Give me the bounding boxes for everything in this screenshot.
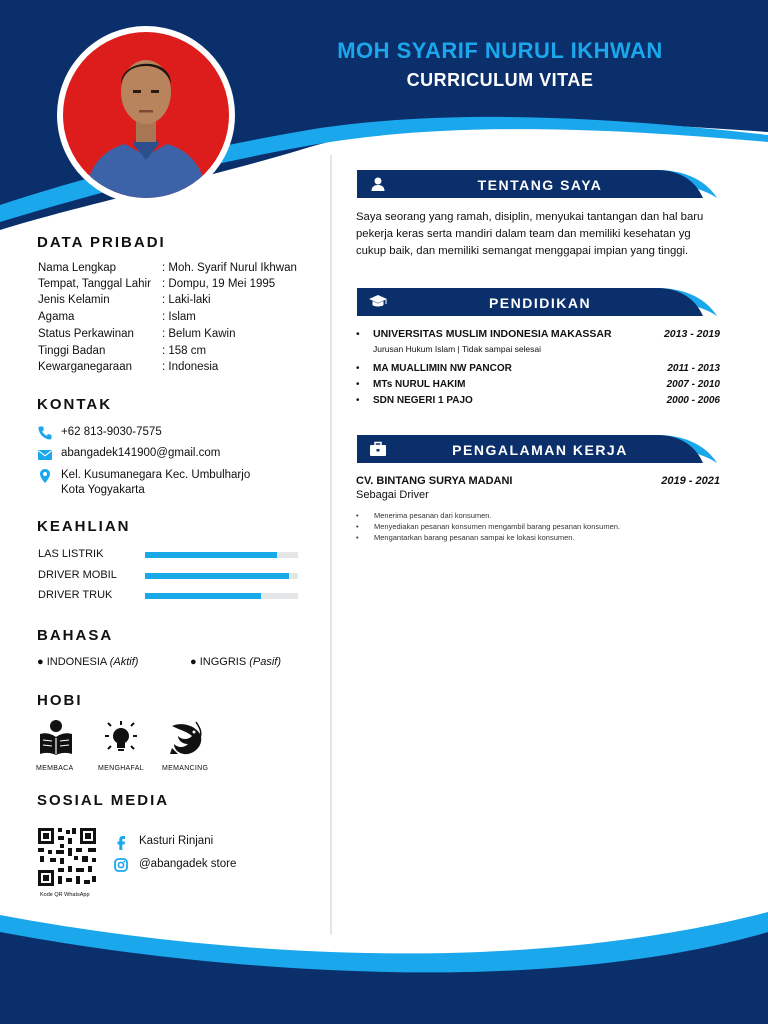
lightbulb-icon [101, 718, 141, 758]
duty-text: Menyediakan pesanan konsumen mengambil barang pesanan konsumen. [374, 522, 620, 531]
profile-photo [57, 26, 235, 204]
skill-bar-fill [145, 573, 289, 579]
mail-icon [37, 447, 53, 463]
about-text: Saya seorang yang ramah, disiplin, menyukai tantangan dan hal baru pekerja keras serta mandiri dalam team dan memiliki kesehatan yg cukup baik, dan memiliki semangat menggapai impian yang tinggi. [356, 211, 704, 257]
duty-text: Menerima pesanan dari konsumen. [374, 511, 492, 520]
personal-label: Kewarganegaraan [38, 361, 132, 373]
social-heading: SOSIAL MEDIA [37, 792, 170, 809]
education-note: Jurusan Hukum Islam | Tidak sampai selesai [373, 344, 542, 354]
personal-label: Status Perkawinan [38, 328, 134, 340]
reading-icon [36, 718, 76, 758]
qr-code [36, 826, 98, 888]
about-heading: TENTANG SAYA [477, 177, 603, 193]
skills-heading: KEAHLIAN [37, 518, 131, 535]
facebook-icon [114, 834, 128, 850]
contact-address-line2: Kota Yogyakarta [61, 484, 145, 496]
bullet: • [356, 511, 359, 520]
school-name: SDN NEGERI 1 PAJO [373, 395, 473, 406]
personal-label: Jenis Kelamin [38, 294, 110, 306]
skill-bar-track [145, 573, 298, 579]
skill-label: DRIVER TRUK [38, 589, 113, 601]
personal-label: Tempat, Tanggal Lahir [38, 278, 151, 290]
language-name: INGGRIS [199, 656, 247, 668]
personal-value: : Laki-laki [162, 294, 211, 306]
facebook-handle: Kasturi Rinjani [139, 835, 214, 847]
hobby-label: MEMANCING [162, 765, 209, 772]
personal-value: : Belum Kawin [162, 328, 236, 340]
personal-value: : Dompu, 19 Mei 1995 [162, 278, 276, 290]
school-name: MTs NURUL HAKIM [373, 379, 466, 390]
school-years: 2011 - 2013 [667, 363, 720, 374]
education-heading: PENDIDIKAN [488, 295, 592, 311]
skill-label: DRIVER MOBIL [38, 569, 117, 581]
company-name: CV. BINTANG SURYA MADANI [356, 475, 513, 487]
personal-label: Tinggi Badan [38, 345, 106, 357]
language-item [37, 656, 138, 668]
bullet: • [356, 533, 359, 542]
language-level: (Aktif) [109, 656, 139, 668]
bullet: • [356, 328, 360, 340]
skill-label: LAS LISTRIK [38, 548, 104, 560]
school-years: 2013 - 2019 [663, 328, 720, 340]
instagram-handle: @abangadek store [139, 858, 237, 870]
school-name: UNIVERSITAS MUSLIM INDONESIA MAKASSAR [373, 328, 612, 340]
bullet: ● [37, 656, 44, 668]
qr-caption: Kode QR WhatsApp [40, 892, 90, 898]
hobby-label: MEMBACA [36, 765, 74, 772]
contact-email: abangadek141900@gmail.com [61, 447, 221, 459]
duty-text: Mengantarkan barang pesanan sampai ke lokasi konsumen. [374, 533, 575, 542]
language-level: (Pasif) [249, 656, 282, 668]
school-name: MA MUALLIMIN NW PANCOR [373, 363, 512, 374]
contact-heading: KONTAK [37, 396, 113, 413]
bullet: ● [190, 656, 197, 668]
school-years: 2000 - 2006 [666, 395, 720, 406]
hobbies-heading: HOBI [37, 692, 83, 709]
personal-value: : Indonesia [162, 361, 219, 373]
personal-value: : Moh. Syarif Nurul Ikhwan [162, 262, 297, 274]
skill-bar-fill [145, 593, 261, 599]
contact-phone: +62 813-9030-7575 [61, 426, 162, 438]
column-divider [330, 155, 332, 935]
job-years: 2019 - 2021 [661, 475, 720, 487]
full-name: MOH SYARIF NURUL IKHWAN [337, 38, 663, 63]
bullet: • [356, 395, 360, 406]
location-pin-icon [37, 468, 53, 484]
language-name: INDONESIA [46, 656, 107, 668]
language-item [190, 656, 281, 668]
experience-heading: PENGALAMAN KERJA [452, 442, 628, 458]
job-role: Sebagai Driver [356, 489, 429, 501]
personal-label: Agama [38, 311, 75, 323]
instagram-icon [114, 858, 128, 872]
hobby-label: MENGHAFAL [98, 765, 144, 772]
skill-bar-track [145, 552, 298, 558]
personal-value: : Islam [162, 311, 196, 323]
personal-value: : 158 cm [162, 345, 207, 357]
languages-heading: BAHASA [37, 627, 114, 644]
bullet: • [356, 363, 360, 374]
fish-icon [166, 718, 206, 758]
skill-bar-fill [145, 552, 277, 558]
contact-address-line1: Kel. Kusumanegara Kec. Umbulharjo [61, 469, 251, 481]
personal-label: Nama Lengkap [38, 262, 116, 274]
document-title: CURRICULUM VITAE [406, 70, 594, 90]
personal-data-heading: DATA PRIBADI [37, 234, 166, 251]
school-years: 2007 - 2010 [666, 379, 720, 390]
skill-bar-track [145, 593, 298, 599]
bullet: • [356, 522, 359, 531]
phone-icon [37, 425, 53, 441]
bullet: • [356, 379, 360, 390]
